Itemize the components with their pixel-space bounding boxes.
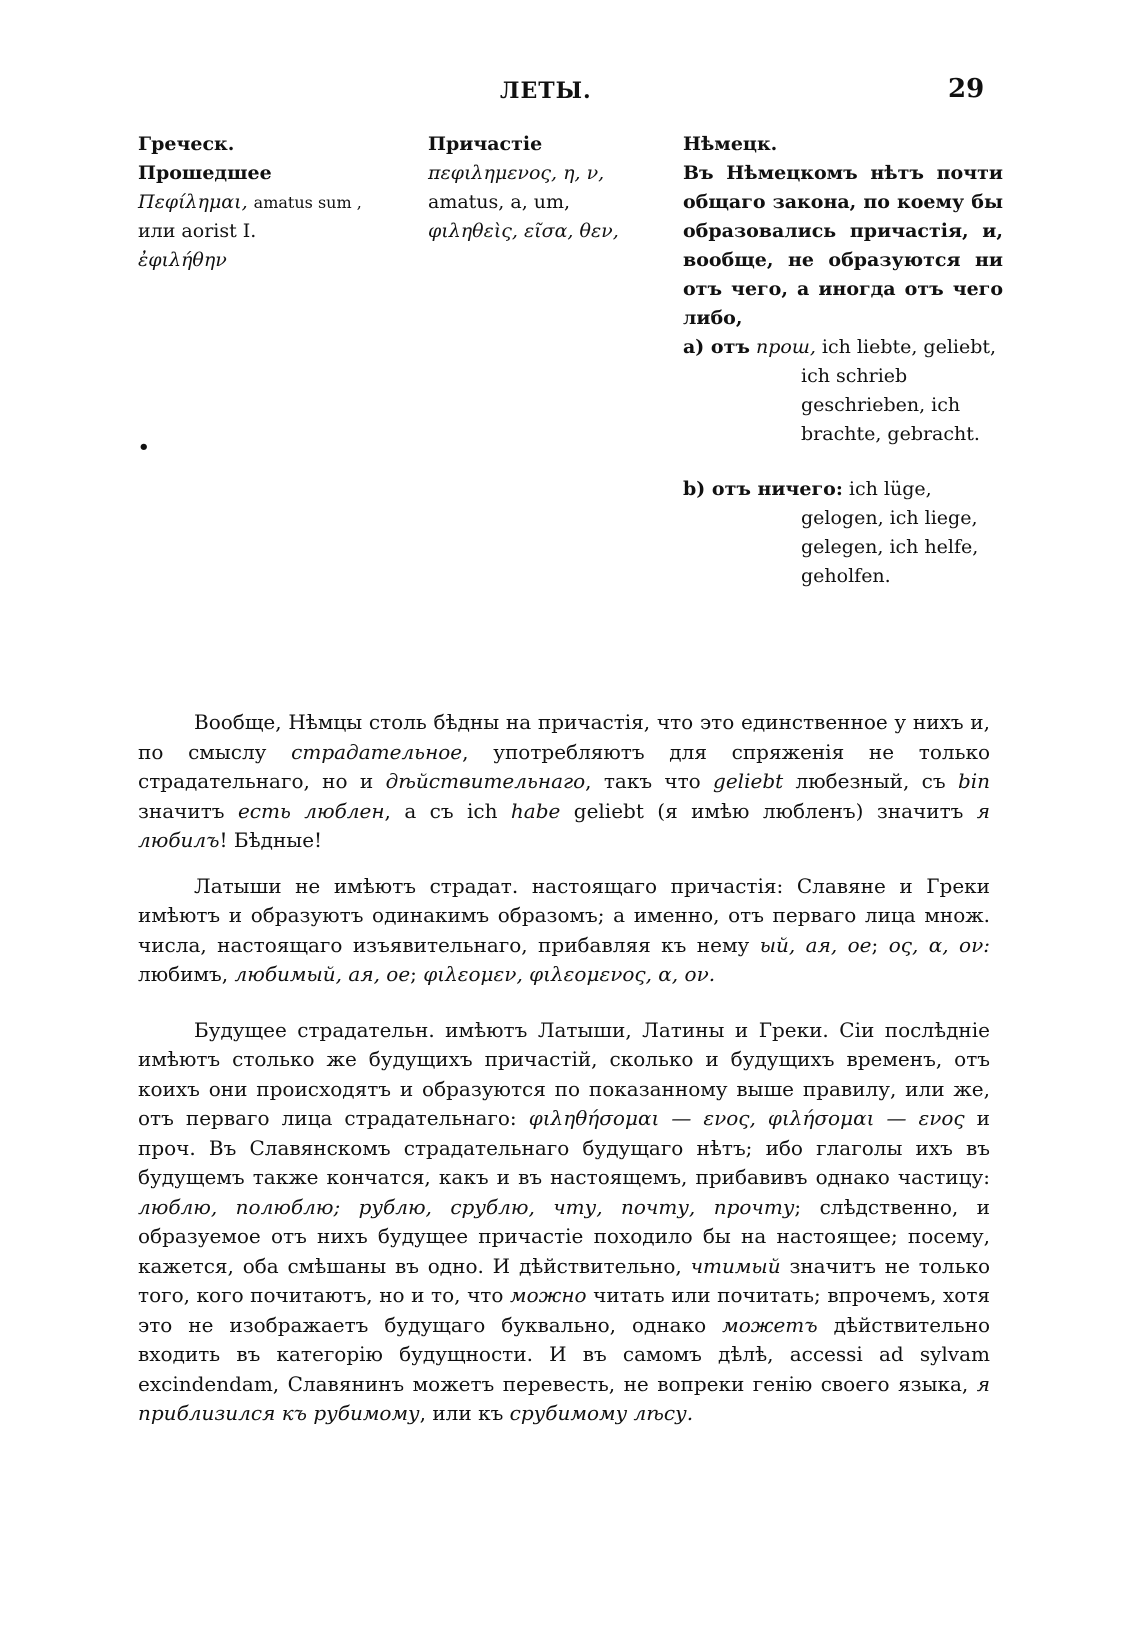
greek-line-1 [138,188,428,217]
paragraph-2 [138,872,990,990]
text-run: ; слѣдственно, и образуемое отъ нихъ будущее причастіе походило бы на настоящее; посему, кажется, оба смѣшаны въ одно. И дѣйствительно, [138,1194,990,1278]
column-greek [138,130,428,275]
latin-word: amatus sum , [253,193,362,212]
paragraph-3 [138,1016,990,1429]
text-run: , или къ [419,1401,504,1425]
column-heading-greek: Греческ. [138,133,235,155]
item-a-examples: ich liebte, geliebt, ich schrieb geschrieben, ich brachte, gebracht. [801,336,997,445]
italic-run: любимый, ая, ое [234,962,411,986]
text-run: любимъ, [138,962,229,986]
paragraph-1 [138,708,990,856]
italic-run: habe [510,798,561,823]
italic-run: дѣйствительнаго [385,769,586,793]
german-examples-list [683,333,1003,591]
italic-run: я приблизился къ рубимому [138,1371,990,1425]
italic-run: ος, α, ον: [888,932,990,957]
italic-run: ый, ая, ое [759,932,872,957]
greek-line-3: ἐφιλήθην [138,249,227,271]
item-a-word: прош, [755,336,816,358]
italic-run: можно [510,1283,587,1307]
text-run: любезный, съ [795,769,946,793]
page-header [0,74,1140,118]
page-number: 29 [948,74,985,104]
german-item-a [683,333,1003,449]
participle-line-2: amatus, a, um, [428,191,571,213]
italic-run: φιληθήσομαι — ενος, φιλήσομαι — ενος [528,1106,965,1130]
italic-run: есть люблен [237,798,385,823]
stray-ink-mark: • [138,437,150,458]
text-run: ; [410,962,417,986]
text-run: , такъ что [585,769,701,793]
italic-run: geliebt [713,769,784,793]
greek-line-2: или aorist I. [138,220,257,242]
participle-line-1: πεφιλημενος, η, ν, [428,162,605,184]
italic-run: чтимый [690,1253,781,1278]
text-run: Будущее страдательн. имѣютъ Латыши, Латины и Греки. Сіи послѣдніе имѣютъ столько же будущихъ причастій, сколько и будущихъ временъ, отъ коихъ они происходятъ и образуются по показанному выше правилу, или же, отъ перваго лица страдательнаго: [138,1017,990,1130]
column-german [683,130,1003,591]
text-run: значитъ не только того, кого почитаютъ, но и то, что [138,1253,990,1307]
item-b-examples: ich lüge, gelogen, ich liege, gelegen, ich helfe, geholfen. [801,478,979,587]
item-b-prefix: b) отъ ничего: [683,478,843,500]
text-run: дѣйствительно входить въ категорію будущности. И въ самомъ дѣлѣ, accessi ad sylvam excindendam, Славянинъ можетъ перевесть, не вопреки генію своего языка, [138,1312,991,1396]
participle-line-3: φιληθεὶς, εῖσα, θεν, [428,220,619,242]
german-explanation: Въ Нѣмецкомъ нѣтъ почти общаго закона, по коему бы образовались причастія, и, вообще, не образуются ни отъ чего, а иногда отъ чего либо, [683,162,1003,329]
text-run: значитъ [138,798,225,823]
italic-run: можетъ [722,1312,818,1337]
text-run: читать или почитать; впрочемъ, хотя это не изображаетъ будущаго буквально, однако [138,1283,991,1337]
german-item-b [683,475,1003,591]
column-participle [428,130,698,246]
column-heading-participle: Причастіе [428,133,543,155]
text-run: , употребляютъ для спряженія не только страдательнаго, но и [138,739,991,793]
text-run: Латыши не имѣютъ страдат. настоящаго причастія: Славяне и Греки имѣютъ и образуютъ одинакимъ образомъ; а именно, отъ перваго лица множ. числа, настоящаго изъявительнаго, прибавляя къ нему [138,873,990,957]
comparison-columns [138,130,1003,670]
text-run: ; [871,932,879,957]
text-run: и проч. Въ Славянскомъ страдательнаго будущаго нѣтъ; ибо глаголы ихъ въ будущемъ также кончатся, какъ и въ настоящемъ, прибавивъ однако частицу: [138,1106,991,1189]
italic-run: срубимому лѣсу. [509,1401,694,1425]
item-a-prefix: a) отъ [683,336,750,358]
italic-run: я любилъ [138,798,991,852]
text-run: Вообще, Нѣмцы столь бѣдны на причастія, что это единственное у нихъ и, по смыслу [138,710,990,764]
italic-run: страдательное [291,739,463,764]
italic-run: φιλεομεν, φιλεομενος, α, ον. [423,962,716,986]
column-heading-german: Нѣмецк. [683,133,778,155]
running-head: ЛЕТЫ. [500,78,592,104]
text-run: ! Бѣдные! [219,828,323,852]
italic-run: люблю, полюблю; рублю, срублю, чту, почту, прочту [138,1194,795,1219]
text-run: geliebt (я имѣю любленъ) значитъ [573,798,964,823]
body-text [138,708,990,1445]
greek-word: Πεφίλημαι, [138,191,248,213]
text-run: , а съ ich [384,798,498,823]
italic-run: bin [957,769,991,793]
column-subheading-past: Прошедшее [138,162,272,184]
